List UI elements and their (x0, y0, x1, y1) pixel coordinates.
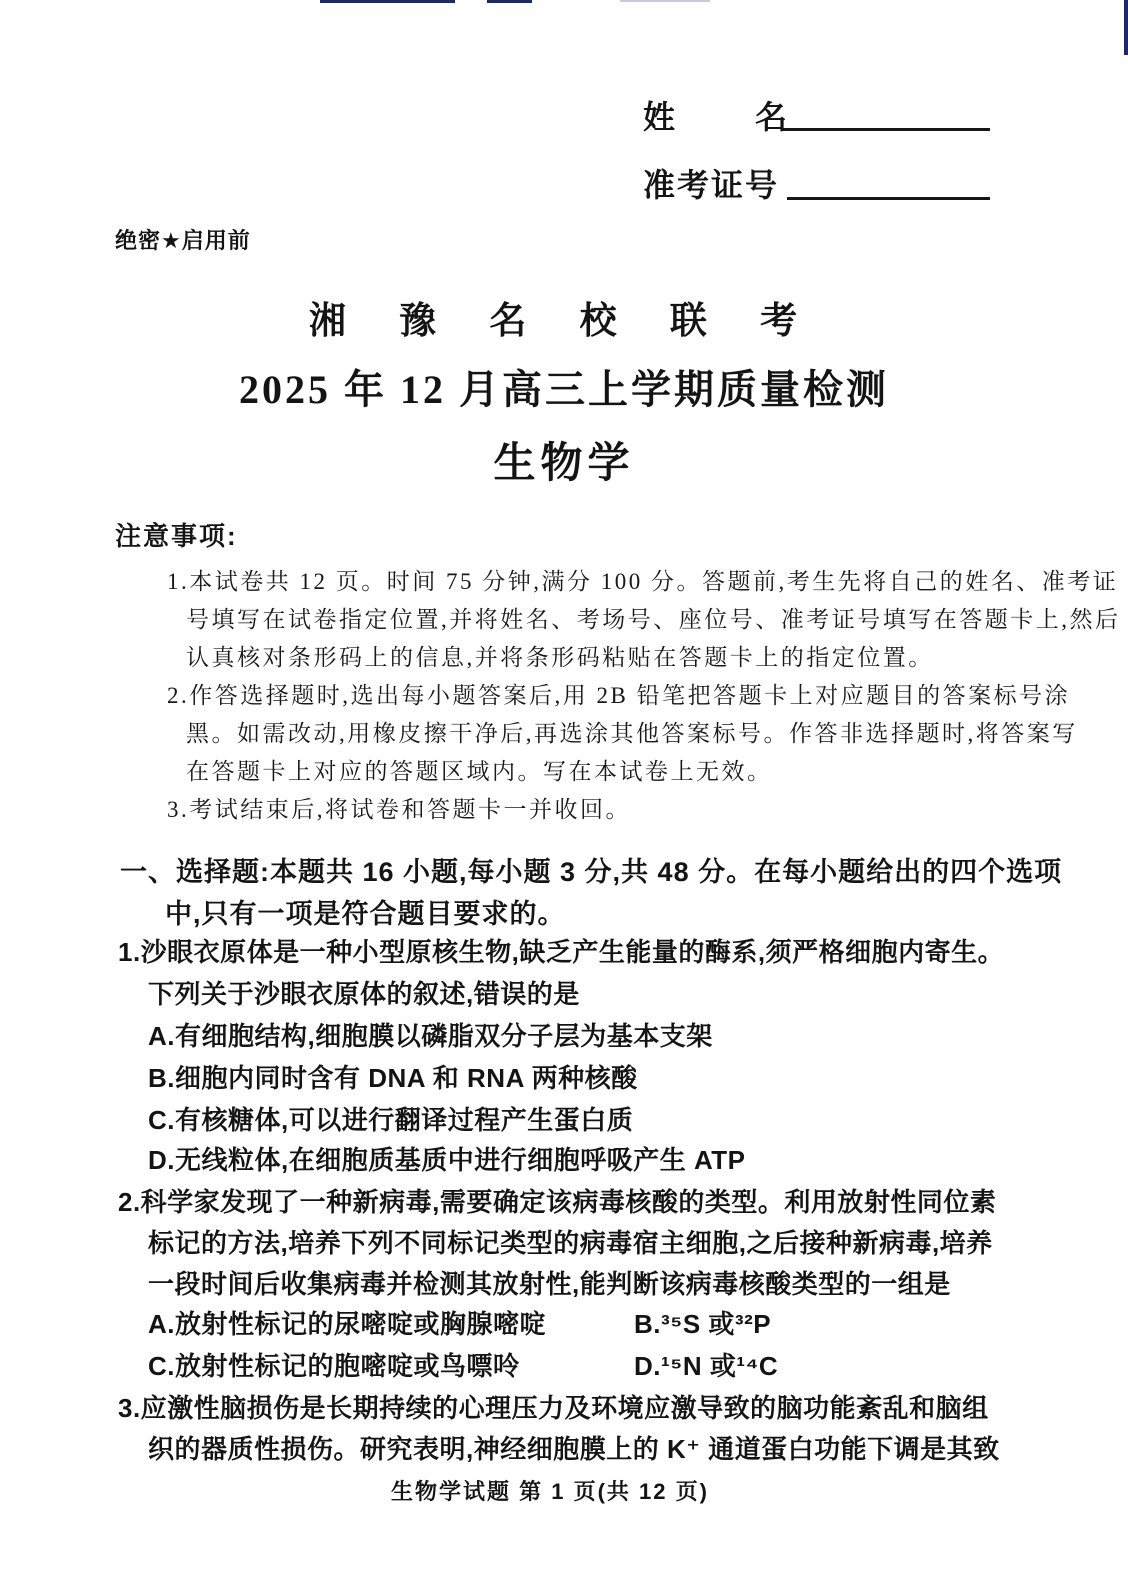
notice-heading: 注意事项: (115, 521, 238, 551)
admission-no-label: 准考证号 (643, 167, 780, 203)
secrecy-notice: 绝密★启用前 (115, 228, 251, 253)
question2-stem-line1: 2.科学家发现了一种新病毒,需要确定该病毒核酸的类型。利用放射性同位素 (118, 1187, 997, 1217)
name-fill-line[interactable] (783, 128, 990, 131)
question2-option-c: C.放射性标记的胞嘧啶或鸟嘌呤 (148, 1351, 520, 1381)
scan-artifact-line (320, 0, 455, 3)
notice-item2-line3: 在答题卡上对应的答题区域内。写在本试卷上无效。 (186, 759, 773, 784)
question1-stem-line2: 下列关于沙眼衣原体的叙述,错误的是 (148, 979, 580, 1009)
question3-stem-line1: 3.应激性脑损伤是长期持续的心理压力及环境应激导致的脑功能紊乱和脑组 (118, 1393, 989, 1423)
name-field-label-first: 姓 (643, 99, 678, 135)
section1-heading-line1: 一、选择题:本题共 16 小题,每小题 3 分,共 48 分。在每小题给出的四个选项 (120, 857, 1063, 887)
question2-stem-line2: 标记的方法,培养下列不同标记类型的病毒宿主细胞,之后接种新病毒,培养 (148, 1228, 993, 1258)
question3-stem-line2: 织的器质性损伤。研究表明,神经细胞膜上的 K⁺ 通道蛋白功能下调是其致 (148, 1434, 1000, 1464)
notice-item1-line2: 号填写在试卷指定位置,并将姓名、考场号、座位号、准考证号填写在答题卡上,然后 (186, 607, 1121, 632)
scan-artifact-line (1124, 0, 1128, 55)
admission-no-fill-line[interactable] (787, 197, 990, 200)
exam-session-title: 2025 年 12 月高三上学期质量检测 (239, 367, 889, 412)
question2-option-d: D.¹⁵N 或¹⁴C (634, 1351, 779, 1381)
notice-item3-line1: 3.考试结束后,将试卷和答题卡一并收回。 (167, 797, 631, 822)
notice-item1-line1: 1.本试卷共 12 页。时间 75 分钟,满分 100 分。答题前,考生先将自己的姓名、准考证 (167, 569, 1119, 594)
question1-option-a: A.有细胞结构,细胞膜以磷脂双分子层为基本支架 (148, 1021, 713, 1051)
question1-option-c: C.有核糖体,可以进行翻译过程产生蛋白质 (148, 1105, 634, 1135)
page-footer: 生物学试题 第 1 页(共 12 页) (391, 1479, 709, 1504)
name-field-label-second: 名 (755, 99, 790, 135)
question2-stem-line3: 一段时间后收集病毒并检测其放射性,能判断该病毒核酸类型的一组是 (148, 1269, 951, 1299)
scan-artifact-line (487, 0, 532, 3)
section1-heading-line2: 中,只有一项是符合题目要求的。 (165, 899, 566, 929)
question1-stem-line1: 1.沙眼衣原体是一种小型原核生物,缺乏产生能量的酶系,须严格细胞内寄生。 (118, 937, 1005, 967)
notice-item2-line2: 黑。如需改动,用橡皮擦干净后,再选涂其他答案标号。作答非选择题时,将答案写 (186, 721, 1078, 746)
question2-option-b: B.³⁵S 或³²P (634, 1309, 772, 1339)
subject-title: 生物学 (493, 441, 635, 487)
question1-option-b: B.细胞内同时含有 DNA 和 RNA 两种核酸 (148, 1063, 638, 1093)
notice-item1-line3: 认真核对条形码上的信息,并将条形码粘贴在答题卡上的指定位置。 (186, 645, 934, 670)
exam-title: 湘 豫 名 校 联 考 (308, 301, 820, 342)
question1-option-d: D.无线粒体,在细胞质基质中进行细胞呼吸产生 ATP (148, 1145, 746, 1175)
notice-item2-line1: 2.作答选择题时,选出每小题答案后,用 2B 铅笔把答题卡上对应题目的答案标号涂 (167, 683, 1071, 708)
question2-option-a: A.放射性标记的尿嘧啶或胸腺嘧啶 (148, 1309, 547, 1339)
scan-artifact-line (620, 0, 710, 2)
